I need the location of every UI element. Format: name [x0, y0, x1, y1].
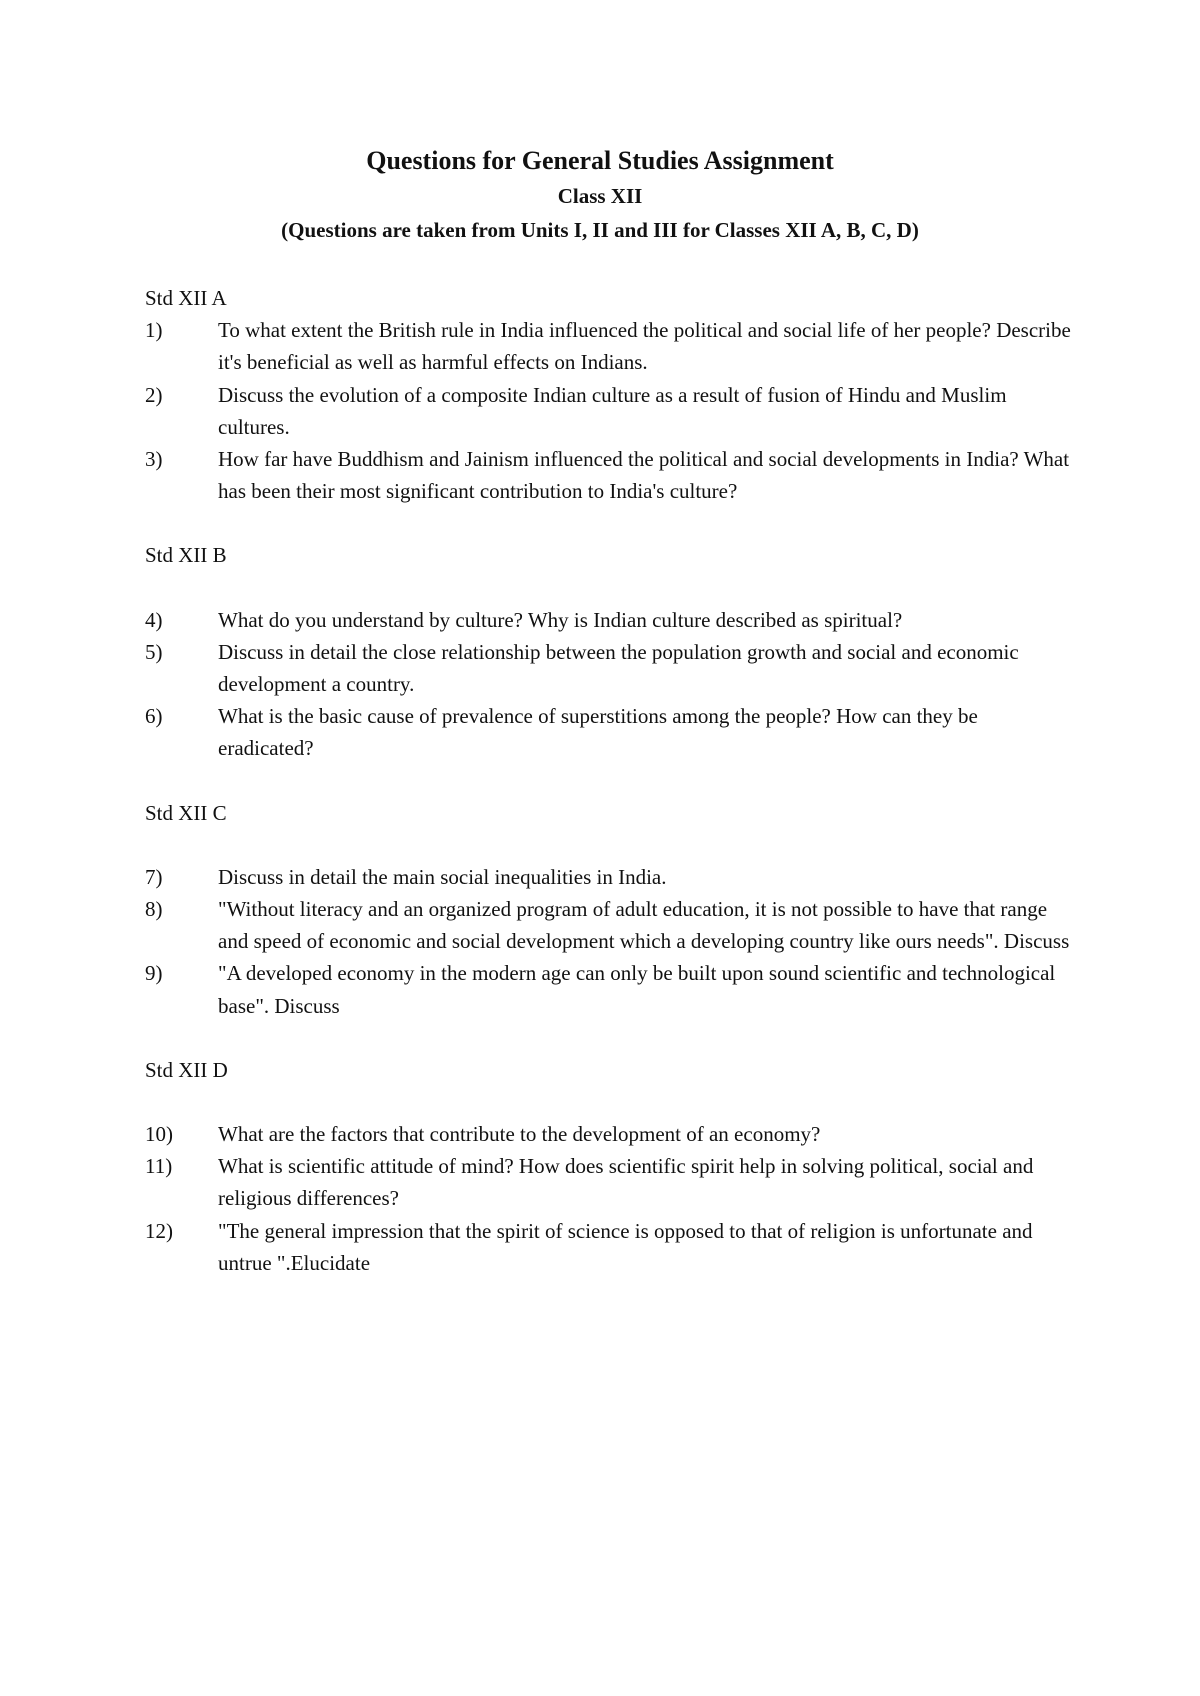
question-text: What do you understand by culture? Why is Indian culture described as spiritual?: [218, 607, 903, 632]
question-text: How far have Buddhism and Jainism influenced the political and social developments in India? What has been their most significant contribution to India's culture?: [218, 447, 1070, 504]
question-number: 7): [145, 864, 163, 889]
question-list-xii-d: [145, 1118, 1075, 1279]
question-text: What is the basic cause of prevalence of superstitions among the people? How can they be eradicated?: [218, 704, 978, 761]
question-list-xii-a: [145, 314, 1075, 507]
document-title: Questions for General Studies Assignment: [366, 146, 834, 175]
question-number: 11): [145, 1154, 173, 1179]
question-item: [145, 314, 1075, 378]
question-number: 6): [145, 704, 163, 729]
section-label-xii-b: Std XII B: [145, 543, 227, 568]
question-number: 12): [145, 1218, 173, 1243]
question-content: [145, 282, 1075, 1279]
section-label-xii-a: Std XII A: [145, 286, 227, 310]
question-number: 2): [145, 382, 163, 407]
section-label-xii-d: Std XII D: [145, 1057, 228, 1082]
question-list-xii-b: [145, 604, 1075, 765]
question-text: Discuss in detail the close relationship between the population growth and social and economic development a country.: [218, 639, 1019, 697]
question-text: To what extent the British rule in India influenced the political and social life of her people? Describe it's beneficial as well as harmful effects on Indians.: [218, 318, 1071, 375]
question-number: 8): [145, 897, 163, 922]
question-number: 3): [145, 447, 163, 472]
question-item: [145, 604, 1075, 636]
question-item: [145, 1150, 1075, 1214]
question-number: 1): [145, 318, 163, 343]
question-item: [145, 1118, 1075, 1150]
question-text: What are the factors that contribute to the development of an economy?: [218, 1122, 821, 1147]
question-item: [145, 636, 1075, 700]
question-item: [145, 861, 1075, 893]
question-text: "A developed economy in the modern age can only be built upon sound scientific and technological base". Discuss: [218, 961, 1056, 1018]
question-item: [145, 379, 1075, 443]
question-text: Discuss in detail the main social inequalities in India.: [218, 864, 667, 889]
question-item: [145, 957, 1075, 1021]
document-subtitle: (Questions are taken from Units I, II and III for Classes XII A, B, C, D): [281, 218, 919, 242]
section-label-xii-c: Std XII C: [145, 800, 227, 825]
question-text: Discuss the evolution of a composite Indian culture as a result of fusion of Hindu and Muslim cultures.: [218, 382, 1007, 439]
question-text: "Without literacy and an organized program of adult education, it is not possible to have that range and speed of economic and social development which a developing country like ours needs". Discuss: [218, 897, 1070, 954]
question-item: [145, 1215, 1075, 1279]
question-number: 5): [145, 639, 163, 664]
question-number: 10): [145, 1122, 173, 1147]
class-line: Class XII: [557, 184, 643, 208]
question-item: [145, 893, 1075, 957]
question-list-xii-c: [145, 861, 1075, 1022]
question-item: [145, 443, 1075, 507]
question-text: What is scientific attitude of mind? How does scientific spirit help in solving political, social and religious differences?: [218, 1154, 1034, 1211]
question-number: 4): [145, 607, 163, 632]
question-text: "The general impression that the spirit of science is opposed to that of religion is unfortunate and untrue ".Elucidate: [218, 1218, 1033, 1275]
question-item: [145, 700, 1075, 764]
question-number: 9): [145, 961, 163, 986]
